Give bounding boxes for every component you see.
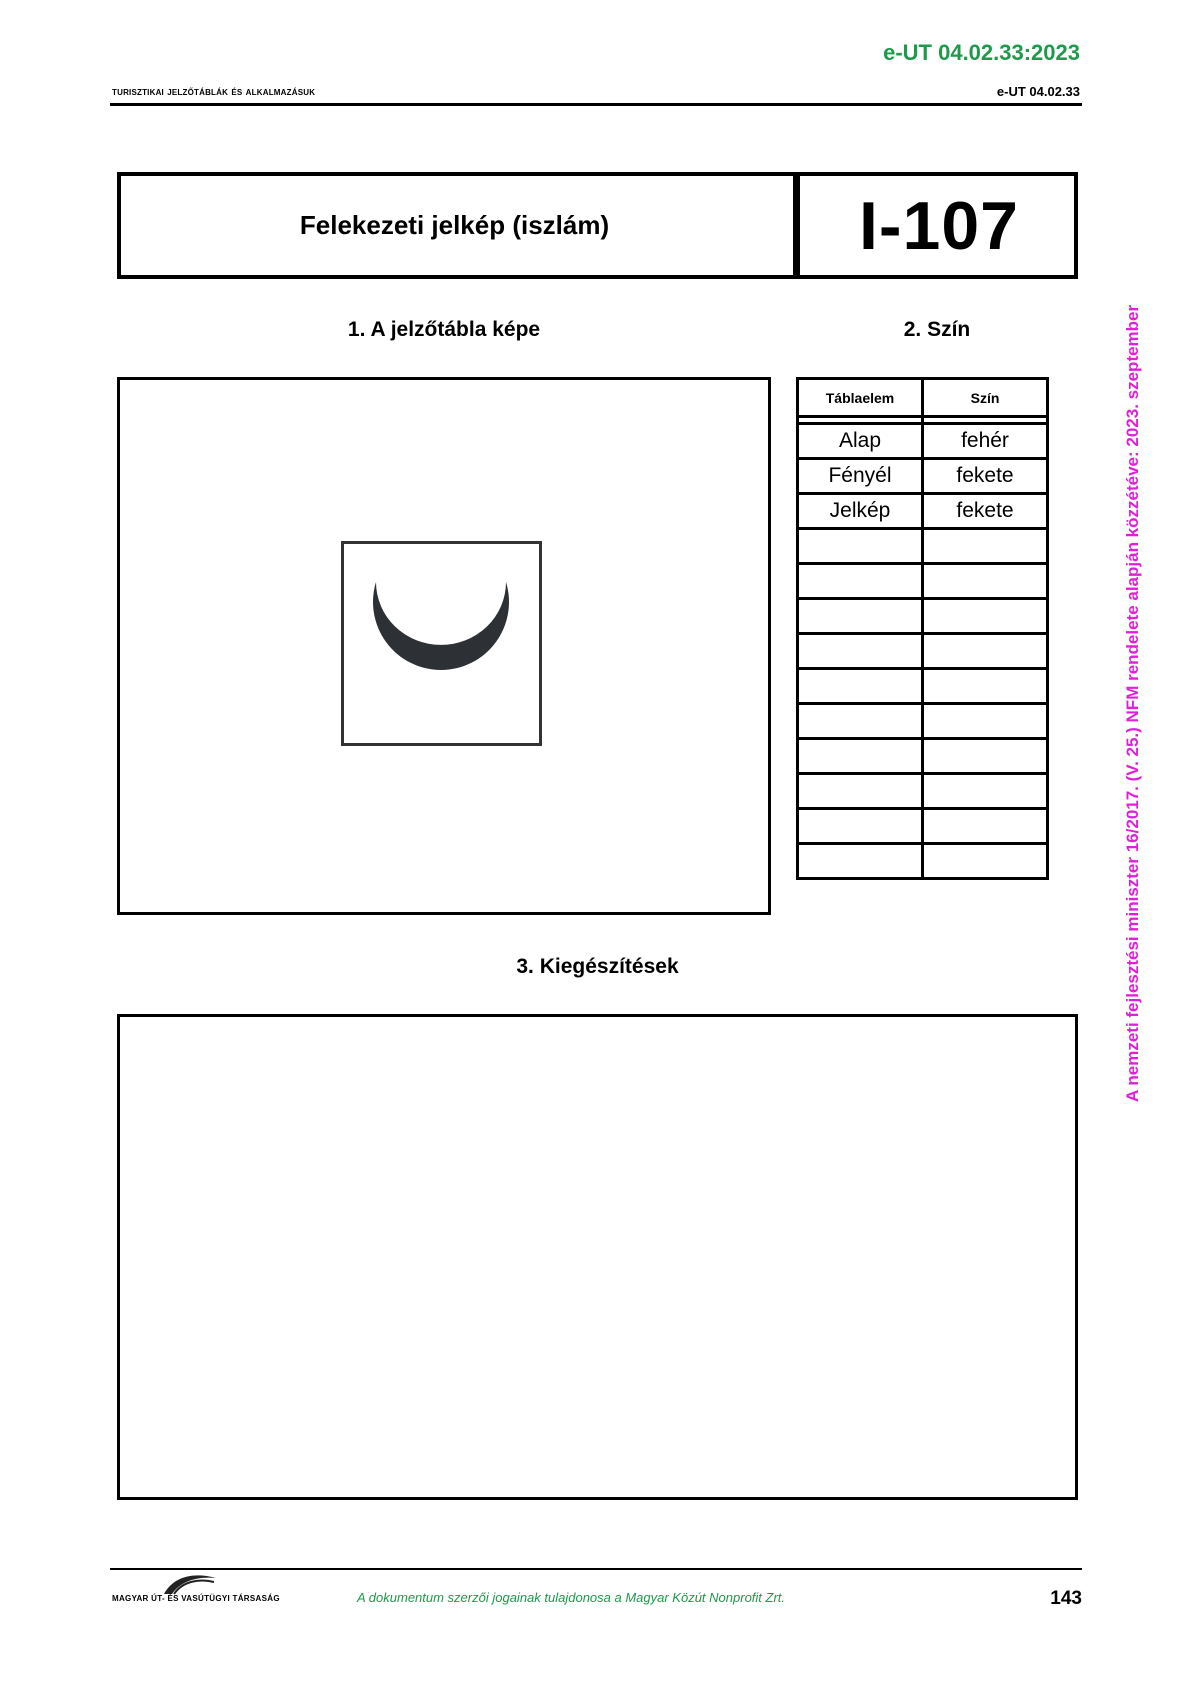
notes-section-heading: 3. Kiegészítések bbox=[516, 955, 679, 978]
table-row bbox=[798, 704, 1048, 739]
notes-box bbox=[117, 1014, 1078, 1500]
sign-code: I-107 bbox=[859, 187, 1019, 264]
column-header-color: Szín bbox=[923, 379, 1048, 417]
table-row bbox=[798, 634, 1048, 669]
table-row bbox=[798, 424, 1048, 459]
publication-note: A nemzeti fejlesztési miniszter 16/2017. (V. 25.) NFM rendelete alapján közzétéve: 2023. szeptember bbox=[1123, 304, 1142, 1102]
table-cell: Jelkép bbox=[798, 494, 923, 529]
standard-code: e-UT 04.02.33:2023 bbox=[883, 40, 1080, 65]
table-cell: Alap bbox=[798, 424, 923, 459]
table-row bbox=[798, 564, 1048, 599]
table-cell: fekete bbox=[923, 459, 1048, 494]
table-row bbox=[798, 809, 1048, 844]
title-divider bbox=[793, 172, 800, 279]
footer-logo-text: MAGYAR ÚT- ÉS VASÚTÜGYI TÁRSASÁG bbox=[112, 1594, 280, 1603]
table-row bbox=[798, 529, 1048, 564]
document-code: e-UT 04.02.33 bbox=[996, 84, 1080, 99]
table-row bbox=[798, 494, 1048, 529]
page-number: 143 bbox=[1050, 1588, 1082, 1609]
road-logo-icon bbox=[160, 1570, 220, 1596]
sign-image bbox=[341, 541, 542, 746]
footer-divider bbox=[110, 1568, 1082, 1570]
color-section-heading: 2. Szín bbox=[903, 318, 971, 341]
table-row bbox=[798, 739, 1048, 774]
copyright-notice: A dokumentum szerzői jogainak tulajdonosa a Magyar Közút Nonprofit Zrt. bbox=[357, 1590, 786, 1605]
color-table-header bbox=[798, 379, 1048, 417]
color-table bbox=[796, 377, 1049, 880]
table-cell: fekete bbox=[923, 494, 1048, 529]
image-section-heading: 1. A jelzőtábla képe bbox=[347, 318, 541, 341]
header-divider bbox=[110, 103, 1082, 106]
table-row bbox=[798, 669, 1048, 704]
table-cell: Fényél bbox=[798, 459, 923, 494]
sign-name: Felekezeti jelkép (iszlám) bbox=[299, 210, 610, 240]
document-title: turisztikai jelzőtáblák és alkalmazásuk bbox=[112, 86, 316, 98]
table-row bbox=[798, 459, 1048, 494]
table-row bbox=[798, 844, 1048, 879]
table-row bbox=[798, 599, 1048, 634]
column-header-element: Táblaelem bbox=[798, 379, 923, 417]
table-cell: fehér bbox=[923, 424, 1048, 459]
crescent-icon bbox=[344, 544, 539, 743]
table-row bbox=[798, 774, 1048, 809]
